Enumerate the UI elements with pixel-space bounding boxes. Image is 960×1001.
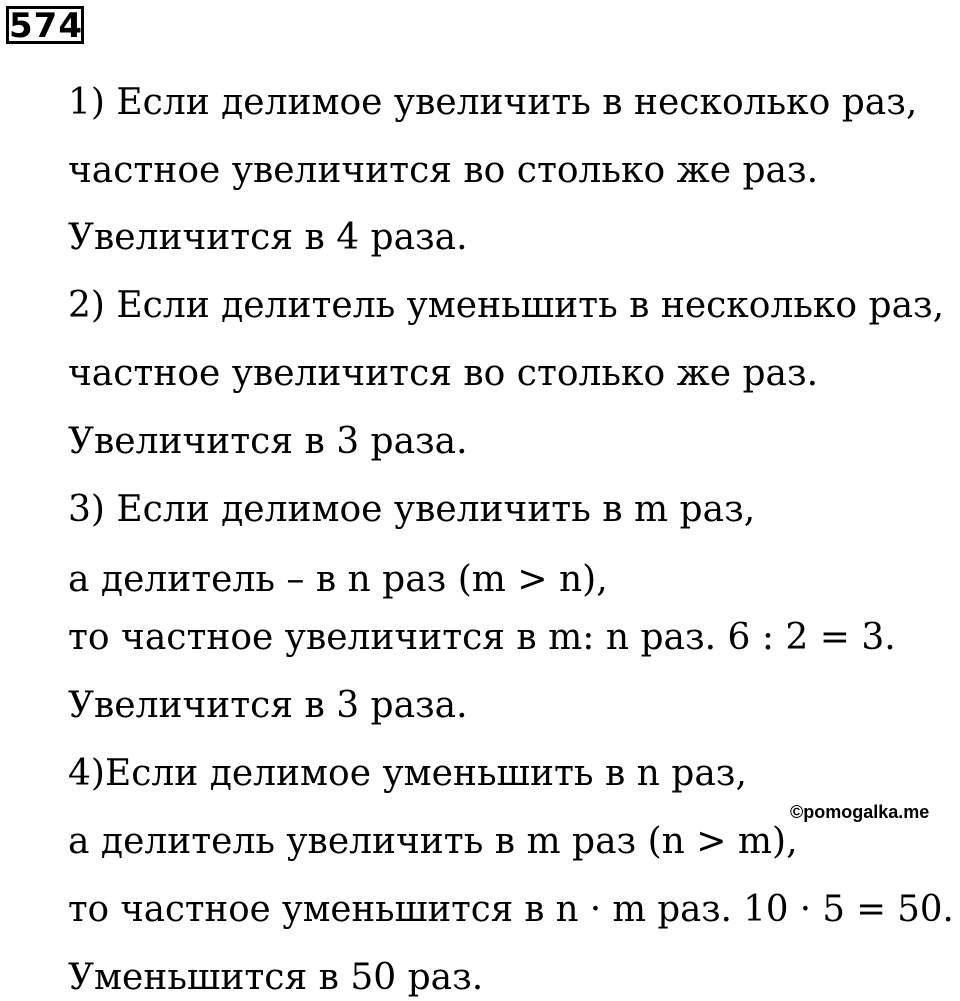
problem-number: 574	[6, 6, 84, 44]
solution-line-11: 4)Если делимое уменьшить в n раз,	[68, 753, 747, 794]
solution-line-4: 2) Если делитель уменьшить в несколько раз,	[68, 285, 945, 326]
solution-line-8: а делитель – в n раз (m > n),	[68, 559, 608, 600]
solution-line-13: то частное уменьшится в n · m раз. 10 · 5 = 50.	[68, 889, 954, 930]
watermark: ©pomogalka.me	[790, 802, 930, 822]
solution-line-14: Уменьшится в 50 раз.	[68, 957, 484, 998]
solution-line-9: то частное увеличится в m: n раз. 6 : 2 = 3.	[68, 617, 896, 658]
solution-line-6: Увеличится в 3 раза.	[68, 421, 468, 462]
solution-line-10: Увеличится в 3 раза.	[68, 685, 468, 726]
solution-line-1: 1) Если делимое увеличить в несколько раз,	[68, 82, 918, 123]
solution-line-2: частное увеличится во столько же раз.	[68, 150, 819, 191]
solution-line-5: частное увеличится во столько же раз.	[68, 353, 819, 394]
solution-line-3: Увеличится в 4 раза.	[68, 217, 468, 258]
solution-line-7: 3) Если делимое увеличить в m раз,	[68, 489, 756, 530]
solution-line-12: а делитель увеличить в m раз (n > m),	[68, 821, 798, 862]
